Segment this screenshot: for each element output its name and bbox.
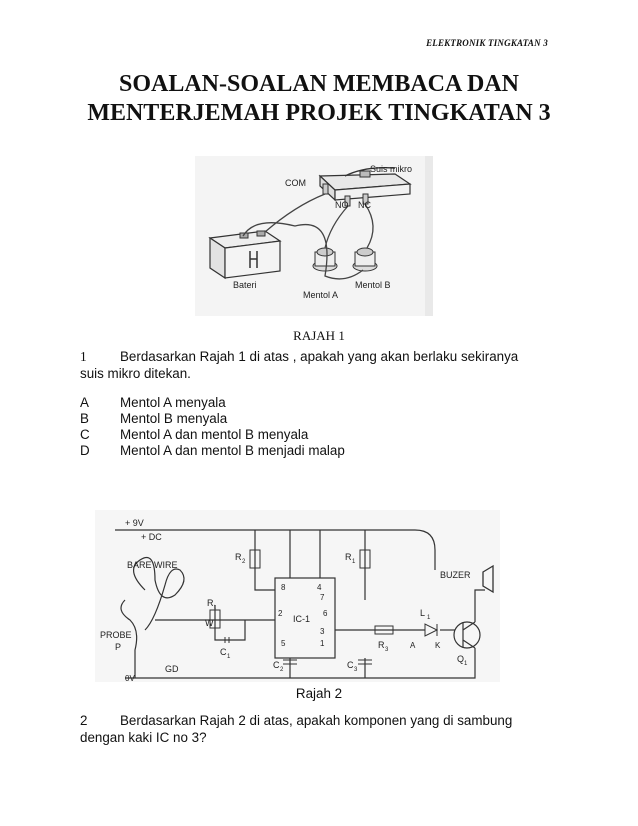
option-d — [80, 443, 345, 459]
label-r1: R — [345, 552, 352, 562]
option-a — [80, 395, 345, 411]
option-a-letter: A — [80, 395, 89, 410]
option-d-letter: D — [80, 443, 90, 458]
figure-1-caption: RAJAH 1 — [293, 328, 345, 343]
label-k: K — [435, 641, 441, 650]
label-lamp-b: Mentol B — [355, 280, 391, 290]
label-dc: + DC — [141, 532, 162, 542]
label-pin-8: 8 — [281, 583, 286, 592]
circuit-lines — [115, 530, 485, 678]
question-2-line-1 — [80, 712, 560, 729]
figure-2-ic-circuit — [95, 510, 500, 682]
option-b-letter: B — [80, 411, 89, 426]
label-c1: C — [220, 647, 227, 657]
option-d-text: Mentol A dan mentol B menjadi malap — [120, 443, 345, 458]
label-p: P — [115, 642, 122, 652]
lamp-b-drawing — [353, 248, 377, 271]
label-w: W — [205, 618, 214, 628]
label-pin-3: 3 — [320, 627, 325, 636]
label-0v: 0V — [125, 674, 135, 682]
label-r3: R — [378, 640, 385, 650]
title-line-2: MENTERJEMAH PROJEK TINGKATAN 3 — [87, 100, 551, 126]
label-9v: + 9V — [125, 518, 144, 528]
label-battery: Bateri — [233, 280, 257, 290]
label-com: COM — [285, 178, 306, 188]
option-c-text: Mentol A dan mentol B menyala — [120, 427, 309, 442]
option-b-text: Mentol B menyala — [120, 411, 228, 426]
figure-1-microswitch-circuit — [195, 156, 433, 316]
label-lamp-a: Mentol A — [303, 290, 339, 300]
label-c1-sub: 1 — [227, 654, 231, 660]
label-pin-2: 2 — [278, 609, 283, 618]
led-symbol — [425, 624, 437, 636]
label-a: A — [410, 641, 416, 650]
label-pin-1: 1 — [320, 639, 325, 648]
question-2 — [80, 712, 560, 746]
question-2-text: Berdasarkan Rajah 2 di atas, apakah komponen yang di sambung — [120, 713, 513, 728]
label-no: NO — [335, 200, 349, 210]
label-l1-sub: 1 — [427, 615, 431, 621]
question-1-number: 1 — [80, 349, 87, 364]
question-1-line-1 — [80, 348, 560, 365]
battery-drawing — [210, 231, 280, 278]
buzzer-symbol — [483, 566, 493, 592]
label-probe: PROBE — [100, 630, 132, 640]
title-line-1: SOALAN-SOALAN MEMBACA DAN — [118, 71, 520, 97]
label-q1-sub: 1 — [464, 661, 468, 667]
label-nc: NC — [358, 200, 371, 210]
label-r2: R — [235, 552, 242, 562]
label-pin-5: 5 — [281, 639, 286, 648]
option-b — [80, 411, 345, 427]
option-c-letter: C — [80, 427, 90, 442]
question-2-number: 2 — [80, 713, 88, 728]
label-buzer: BUZER — [440, 570, 471, 580]
label-rt: R — [207, 598, 214, 608]
label-c2-sub: 2 — [280, 667, 284, 673]
label-q1: Q — [457, 654, 465, 664]
question-2-line-2: dengan kaki IC no 3? — [80, 730, 207, 745]
label-pin-6: 6 — [323, 609, 328, 618]
question-1-line-2: suis mikro ditekan. — [80, 366, 191, 381]
question-1 — [80, 348, 560, 382]
page-header: ELEKTRONIK TINGKATAN 3 — [426, 38, 548, 48]
label-r1-sub: 1 — [352, 559, 356, 565]
label-gd: GD — [165, 664, 179, 674]
label-r2-sub: 2 — [242, 559, 246, 565]
label-l1: L — [420, 608, 426, 618]
option-c — [80, 427, 345, 443]
question-1-text: Berdasarkan Rajah 1 di atas , apakah yang akan berlaku sekiranya — [120, 349, 519, 364]
question-1-options — [80, 395, 345, 459]
option-a-text: Mentol A menyala — [120, 395, 226, 410]
label-c3: C — [347, 660, 354, 670]
figure-2-caption: Rajah 2 — [295, 686, 343, 701]
label-ic: IC-1 — [293, 614, 311, 624]
label-r3-sub: 3 — [385, 647, 389, 653]
label-bare-wire: BARE WIRE — [127, 560, 178, 570]
label-pin-4: 4 — [317, 583, 322, 592]
label-rt-sub: t — [214, 605, 216, 611]
label-c3-sub: 3 — [354, 667, 358, 673]
page-title — [40, 70, 598, 128]
label-pin-7: 7 — [320, 593, 325, 602]
lamp-a-drawing — [313, 248, 337, 271]
label-c2: C — [273, 660, 280, 670]
label-switch: Suis mikro — [370, 164, 413, 174]
